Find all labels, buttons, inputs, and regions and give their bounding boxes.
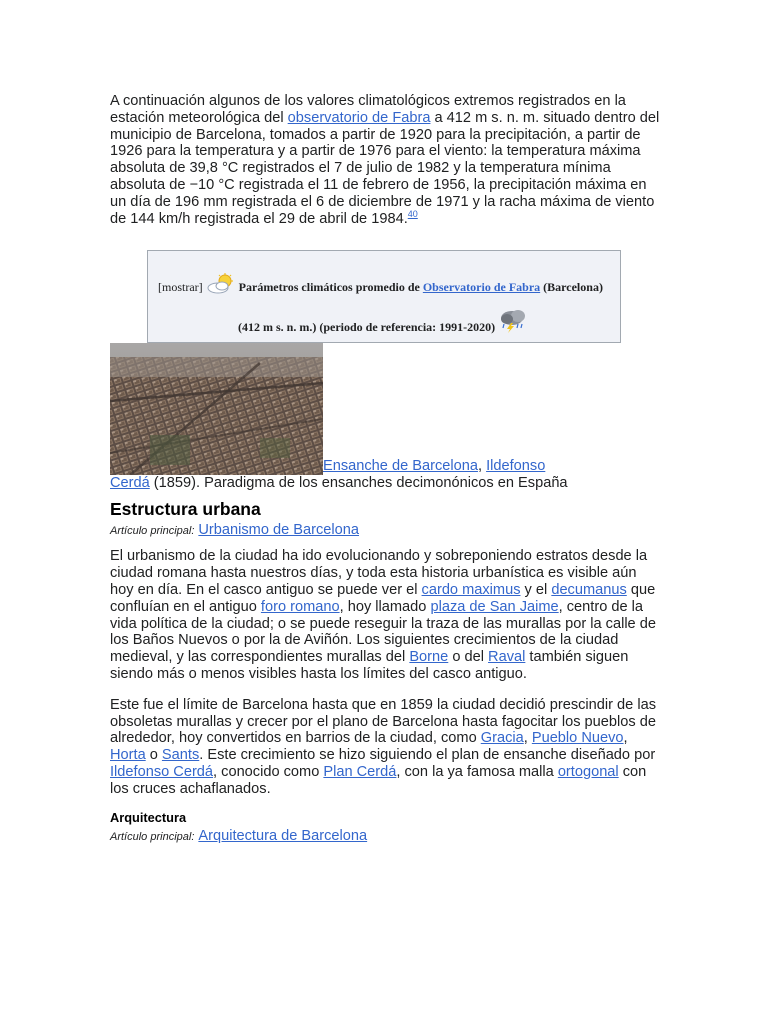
eixample-aerial-photo[interactable] [110,343,323,475]
text: , centro de la vida política de la ciudad; o se puede reseguir la traza de las murallas por la calle de los Baños Nuevos o por la de Aviñón. Los siguientes crecimientos de la ciudad medieval, y las correspondientes murallas del [110,598,656,666]
text: que confluían en el antiguo [110,581,656,615]
ensanche-barcelona-link[interactable]: Ensanche de Barcelona [323,458,478,475]
pueblo-nuevo-link[interactable]: Pueblo Nuevo [531,730,624,747]
text: a 412 m s. n. m. situado dentro del municipio de Barcelona, tomados a partir de 1920 para la precipitación, a partir de 1926 para la temperatura y a partir de 1976 para el viento: la temperatura máxima absoluta de 39,8 °C registrados el 7 de julio de 1982 y la temperatura mínima absoluta de −10 °C registrada el 11 de febrero de 1956, la precipitación máxima en un día de 196 mm registrada el 6 de diciembre de 1971 y la racha máxima de viento de 144 km/h registrada el 29 de abril de 1984. [110,109,660,227]
text: , con la ya famosa malla [396,763,558,780]
section-heading-arquitectura: Arquitectura [110,809,187,825]
text: , conocido como [213,763,324,780]
main-article-note [110,521,660,540]
text: o del [448,649,489,666]
sun-icon [206,273,236,295]
text: A continuación algunos de los valores climatológicos extremos registrados en la estación meteorológica del [110,93,626,126]
text: también siguen siendo más o menos visibles hasta los límites del casco antiguo. [110,649,629,682]
climate-table-collapsed [147,250,621,343]
horta-link[interactable]: Horta [110,747,146,764]
show-toggle[interactable]: [mostrar] [158,280,203,295]
ensanche-paragraph [110,697,660,798]
text: Parámetros climáticos promedio de [238,280,423,295]
main-article-note-arq [110,827,660,846]
climate-extremes-paragraph [110,93,660,227]
ortogonal-link[interactable]: ortogonal [557,763,619,780]
foro-romano-link[interactable]: foro romano [260,598,340,615]
urbanismo-barcelona-link[interactable]: Urbanismo de Barcelona [198,522,359,539]
article-body [110,93,660,846]
text: , [523,730,532,747]
observatorio-fabra-box-link[interactable]: Observatorio de Fabra [422,280,541,295]
sants-link[interactable]: Sants [161,747,200,764]
climate-table-title [239,280,541,294]
main-article-label: Artículo principal: [110,830,195,843]
figure-caption-line2 [110,475,660,492]
plan-cerda-link[interactable]: Plan Cerdá [323,763,397,780]
gracia-link[interactable]: Gracia [480,730,524,747]
ildefonso-cerda-link-cont[interactable]: Cerdá [110,475,150,492]
climate-table-title-row [158,273,618,295]
climate-table-subtitle: (412 m s. n. m.) (periodo de referencia: 1991-2020) [238,320,496,335]
storm-cloud-icon [498,309,528,333]
cardo-maximus-link[interactable]: cardo maximus [421,581,521,598]
text: El urbanismo de la ciudad ha ido evolucionando y sobreponiendo estratos desde la ciudad romana hasta nuestros días, y toda esta historia urbanística es visible aún hoy en día. En el casco antiguo se puede ver el [110,548,648,598]
urbanismo-paragraph [110,548,660,682]
section-heading-estructura-urbana: Estructura urbana [110,499,261,520]
eixample-figure [110,343,660,492]
plaza-san-jaime-link[interactable]: plaza de San Jaime [430,598,559,615]
main-article-label: Artículo principal: [110,525,195,538]
figure-caption-line1 [323,458,545,474]
reference-link[interactable]: 40 [407,208,418,219]
arquitectura-barcelona-link[interactable]: Arquitectura de Barcelona [198,827,368,844]
ildefonso-cerda-link[interactable]: Ildefonso [486,458,546,475]
text: , hoy llamado [339,598,431,615]
text: (1859). Paradigma de los ensanches decimonónicos en España [149,475,568,492]
text: , [623,730,628,747]
text: . Este crecimiento se hizo siguiendo el plan de ensanche diseñado por [199,747,656,764]
text: y el [520,581,552,598]
decumanus-link[interactable]: decumanus [551,581,627,598]
text: con los cruces achaflanados. [110,763,647,797]
text: Este fue el límite de Barcelona hasta que en 1859 la ciudad decidió prescindir de las obsoletas murallas y crecer por el plano de Barcelona hasta fagocitar los pueblos de alrededor, hoy convertidos en barrios de la ciudad, como [110,696,656,747]
text: o [145,747,162,764]
ildefonso-cerda-plan-link[interactable]: Ildefonso Cerdá [110,763,214,780]
raval-link[interactable]: Raval [488,649,526,666]
borne-link[interactable]: Borne [409,649,449,666]
climate-table-subtitle-row [238,309,528,335]
observatorio-fabra-link[interactable]: observatorio de Fabra [287,109,431,126]
text: , [477,458,487,475]
text: (Barcelona) [540,280,603,295]
